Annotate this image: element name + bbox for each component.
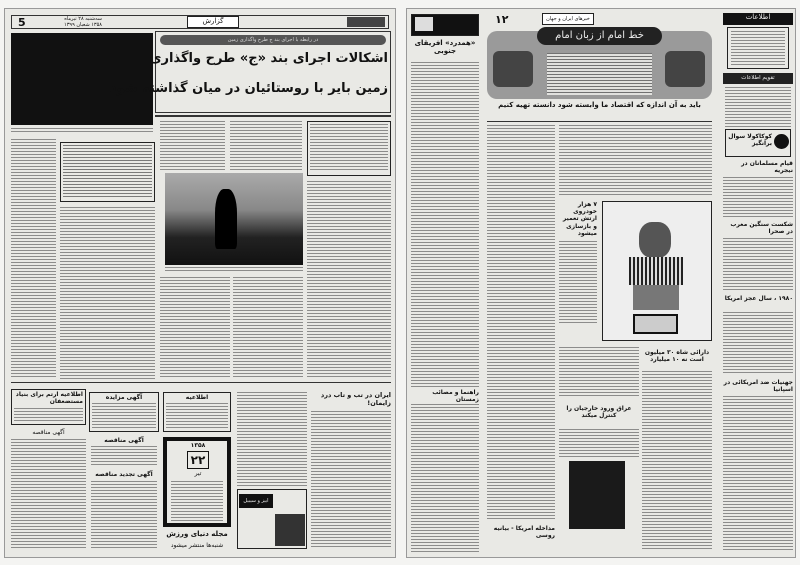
globe-icon (774, 134, 789, 149)
top-photo (11, 33, 153, 125)
calendar-day: ۲۲ (187, 451, 209, 469)
headline-box (109, 31, 391, 113)
section-label: خبرهای ایران و جهان (542, 13, 594, 25)
ad1-title: اطلاعیه ارتم برای بنیاد مستضعفان (13, 391, 83, 405)
calendar-ad (163, 437, 231, 527)
section-label: گزارش (187, 16, 239, 28)
paper-date: ۱۳۵۸ شعبان ۱۳۹۹ (64, 22, 102, 28)
logo-text: کوکاکولا سوال برانگیز (728, 133, 772, 148)
story-headline: دارائی شاه ۳۰ میلیون است نه ۱۰ میلیارد (642, 349, 712, 363)
ad3-title-left: آگهی مناقصه (11, 429, 86, 436)
sidebar-story: قیام مسلمانان در نیجریه (723, 160, 793, 174)
small-ad: ابیز و سیبیل (239, 494, 273, 508)
left-page-header (11, 15, 389, 29)
article-title: ایران در تب و تاب درد زایمان! (311, 392, 391, 408)
paper-name: سه‌شنبه ۲۸ تیرماه (64, 16, 102, 22)
ad4-title: آگهی تجدید مناقصه (89, 471, 159, 478)
headline-line-2: زمین بایر با روستائیان در میان گذاشته شود (109, 81, 388, 96)
portrait-photo (275, 514, 305, 546)
sidebar-story: ۱۹۸۰ ، سال عجز امریکا (724, 295, 793, 302)
page-number: 5 (18, 16, 26, 29)
sidebar-header: تقویم اطلاعات (723, 73, 793, 84)
masthead: اطلاعات (723, 13, 793, 25)
right-page (406, 8, 796, 558)
left-column-title: «همدرد» افریقای جنوبی (411, 40, 479, 55)
imam-quote-box (487, 31, 712, 99)
news-photo (569, 461, 625, 529)
kicker: در رابطه با اجرای بند ج طرح واگذاری زمین (160, 35, 386, 45)
imam-title: خط امام از زبان امام (537, 27, 662, 45)
headline-line-1: اشکالات اجرای بند «ج» طرح واگذاری (149, 51, 388, 66)
photo-caption (11, 128, 153, 134)
ad3-title: آگهی مناقصه (89, 437, 159, 444)
sports-subtitle: شنبه‌ها منتشر میشود (163, 542, 231, 549)
calendar-year: ۱۳۵۸ (185, 442, 211, 449)
sidebar-story: شکست سنگین مغرب در صحرا (723, 221, 793, 235)
main-headline: باید به آن اندازه که اقتصاد ما وابسته شود دانسته تهیه کنیم (487, 102, 712, 110)
calendar-month: تیر (187, 470, 209, 477)
sidebar-story: جهنیات ضد امریکائی در اسپانیا (723, 379, 793, 394)
story-headline: راهنما و مصائب زمستان (411, 389, 479, 403)
cartoon (602, 201, 712, 341)
left-page (4, 8, 396, 558)
story-headline: ۷ هزار خودروی ارتش تعمیر و بازسازی میشود (559, 201, 597, 237)
logo-icon (347, 17, 385, 27)
story-headline: عراق ورود خارجیان را کنترل میکند (559, 405, 639, 419)
story-headline: مداخله امریکا - بیانیه روسی (487, 525, 555, 539)
sports-title: مجله دنیای ورزش (159, 531, 235, 539)
ad5-title: اطلاعیه (165, 394, 229, 401)
page-number: ۱۲ (495, 13, 509, 26)
ad2-title: آگهی مزایده (91, 394, 157, 401)
cocacola-logo (725, 129, 791, 157)
